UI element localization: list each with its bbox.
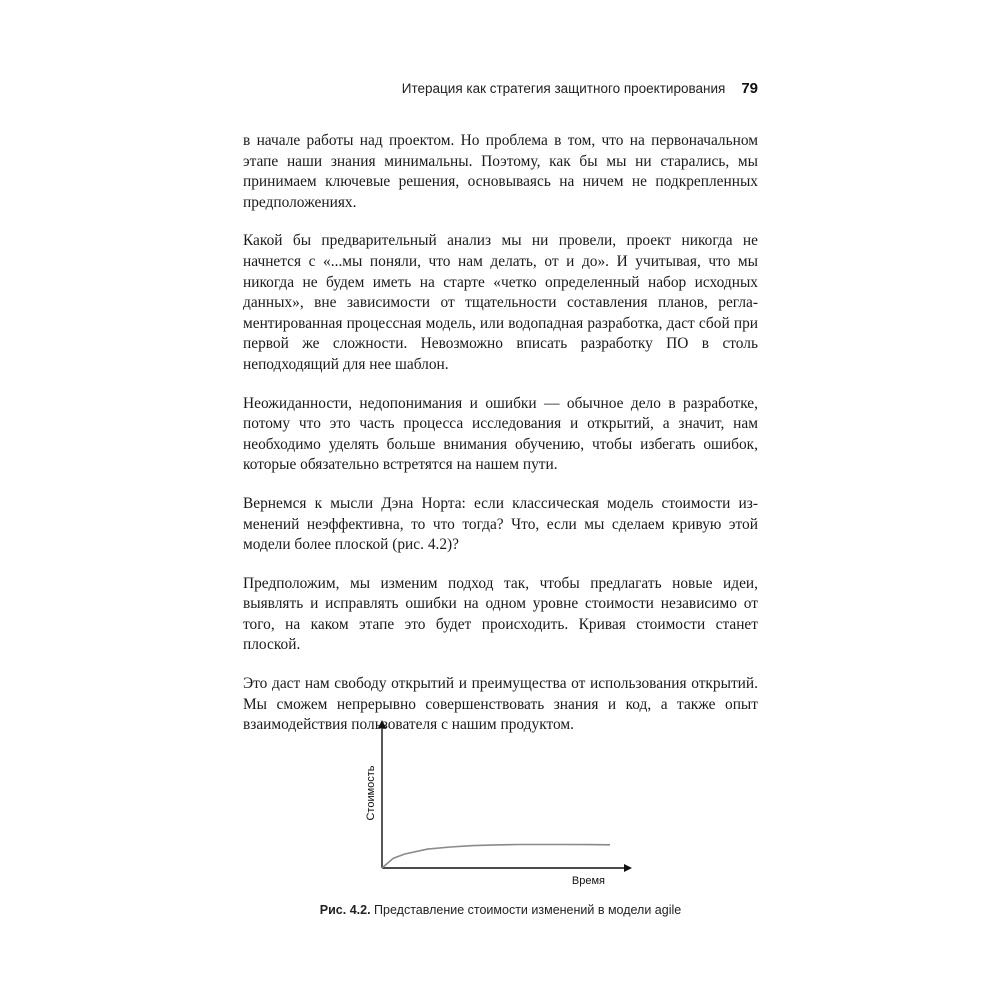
caption-text: Представление стоимости изменений в модели agile	[370, 903, 682, 917]
figure-caption	[243, 903, 758, 917]
cost-curve	[382, 845, 610, 869]
cost-chart	[360, 718, 640, 893]
paragraph: Предположим, мы изменим подход так, чтобы предлагать новые идеи, выявлять и исправлять ошибки на одном уровне стоимости независимо от того, на каком этапе это будет происходить. Кривая стоимости станет плоской.	[243, 574, 758, 654]
paragraph: Это даст нам свободу открытий и преимущества от использования открытий. Мы сможем непрерывно совершенствовать знания и код, а также опыт взаимодействия пользователя с нашим продуктом.	[243, 675, 758, 734]
caption-label: Рис. 4.2.	[319, 903, 371, 917]
page-number: 79	[741, 80, 758, 97]
x-axis-label: Время	[571, 875, 605, 887]
running-header	[243, 80, 758, 102]
running-title: Итерация как стратегия защитного проектирования	[401, 81, 726, 96]
paragraph: Вернемся к мысли Дэна Норта: если классическая модель стоимости изменений неэффективна, то что тогда? Что, если мы сделаем кривую этой модели более плоской (рис. 4.2)?	[243, 494, 758, 554]
y-axis-label: Стоимость	[365, 765, 377, 821]
body-text	[243, 131, 758, 754]
figure-cost-chart	[360, 718, 640, 893]
paragraph: Какой бы предварительный анализ мы ни провели, проект никогда не начнется с «...мы поняли, что нам делать, от и до». И учитывая, что мы никогда не будем иметь на старте «четко определенный набор исходных данных», вне зависимости от тщательности составления планов, регламентированная процессная модель, или водопадная разработка, даст сбой при первой же сложности. Невозможно вписать разработку ПО в столь неподходящий для нее шаблон.	[243, 232, 758, 373]
paragraph: в начале работы над проектом. Но проблема в том, что на первоначальном этапе наши знания минимальны. Поэтому, как бы мы ни старались, мы принимаем ключевые решения, основываясь на ничем не подкрепленных предположениях.	[243, 132, 758, 211]
paragraph: Неожиданности, недопонимания и ошибки — обычное дело в разработке, потому что это часть процесса исследования и открытий, а значит, нам необходимо уделять больше внимания обучению, чтобы избегать ошибок, которые обязательно встретятся на нашем пути.	[243, 394, 758, 474]
